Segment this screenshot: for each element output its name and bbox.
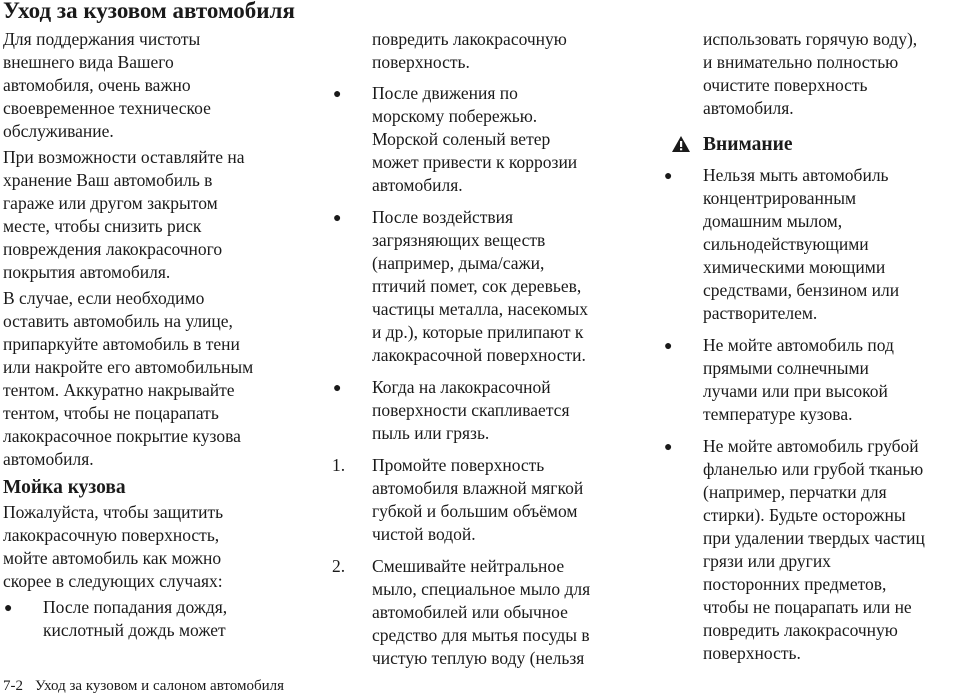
text-line: мойте автомобиль как можно: [3, 548, 222, 568]
step-number: 1.: [332, 455, 346, 475]
text-line: и внимательно полностью: [703, 52, 899, 72]
text-line: фланелью или грубой тканью: [703, 459, 924, 479]
warning-heading: [663, 132, 954, 158]
text-line: автомобиля.: [703, 98, 794, 118]
wash-heading: Мойка кузова: [3, 477, 126, 498]
text-line: При возможности оставляйте на: [3, 147, 245, 167]
step-item: [332, 555, 632, 670]
text-line: Пожалуйста, чтобы защитить: [3, 502, 224, 522]
text-line: тентом, чтобы не поцарапать: [3, 403, 219, 423]
text-line: гараже или другом закрытом: [3, 193, 218, 213]
list-item: [332, 376, 632, 445]
text-line: и др.), которые прилипают к: [372, 322, 584, 342]
bullet-icon: ●: [664, 339, 673, 354]
street-paragraph: [3, 287, 303, 471]
list-item: [332, 206, 632, 367]
text-line: может привести к коррозии: [372, 152, 578, 172]
text-line: После движения по: [372, 83, 518, 103]
text-line: автомобиля.: [372, 175, 463, 195]
step-number: 2.: [332, 556, 346, 576]
text-line: химическими моющими: [703, 257, 886, 277]
text-line: чистую теплую воду (нельзя: [372, 648, 585, 668]
garage-paragraph: [3, 146, 303, 284]
text-line: лакокрасочную поверхность,: [3, 525, 220, 545]
text-line: Когда на лакокрасочной: [372, 377, 551, 397]
text-line: Не мойте автомобиль грубой: [703, 436, 919, 456]
footer-section-title: Уход за кузовом и салоном автомобиля: [35, 678, 285, 694]
list-item: [332, 82, 632, 197]
text-line: своевременное техническое: [3, 98, 211, 118]
text-line: лакокрасочной поверхности.: [372, 345, 586, 365]
warning-triangle-icon: [671, 135, 691, 153]
text-line: поверхность.: [703, 643, 801, 663]
bullet-icon: ●: [664, 440, 673, 455]
text-line: автомобиля влажной мягкой: [372, 478, 584, 498]
text-line: использовать горячую воду),: [703, 29, 918, 49]
text-line: загрязняющих веществ: [372, 230, 546, 250]
list-item: [663, 334, 954, 426]
text-line: автомобилей или обычное: [372, 602, 568, 622]
text-line: стирки). Будьте осторожны: [703, 505, 906, 525]
text-line: (например, перчатки для: [703, 482, 887, 502]
text-line: тентом. Аккуратно накрывайте: [3, 380, 235, 400]
wash-intro-paragraph: [3, 501, 303, 593]
text-line: пыль или грязь.: [372, 423, 490, 443]
text-line: прямыми солнечными: [703, 358, 869, 378]
text-line: хранение Ваш автомобиль в: [3, 170, 213, 190]
text-line: месте, чтобы снизить риск: [3, 216, 202, 236]
text-line: После воздействия: [372, 207, 514, 227]
list-item: [663, 164, 954, 325]
text-line: Не мойте автомобиль под: [703, 335, 894, 355]
text-line: птичий помет, сок деревьев,: [372, 276, 582, 296]
text-line: домашним мылом,: [703, 211, 843, 231]
text-line: обслуживание.: [3, 121, 114, 141]
column-1: [3, 28, 303, 651]
text-line: Для поддержания чистоты: [3, 29, 201, 49]
text-line: припаркуйте автомобиль в тени: [3, 334, 240, 354]
text-line: внешнего вида Вашего: [3, 52, 174, 72]
bullet-icon: ●: [664, 169, 673, 184]
text-line: скорее в следующих случаях:: [3, 571, 223, 591]
text-line: После попадания дождя,: [43, 597, 228, 617]
text-line: лучами или при высокой: [703, 381, 888, 401]
text-line: поверхность.: [372, 52, 470, 72]
text-line: лакокрасочное покрытие кузова: [3, 426, 241, 446]
text-line: Морской соленый ветер: [372, 129, 551, 149]
bullet-icon: ●: [4, 601, 13, 616]
text-line: сильнодействующими: [703, 234, 869, 254]
text-line: температуре кузова.: [703, 404, 853, 424]
text-line: Нельзя мыть автомобиль: [703, 165, 889, 185]
text-line: при удалении твердых частиц: [703, 528, 925, 548]
page-title: Уход за кузовом автомобиля: [3, 0, 295, 23]
text-line: чистой водой.: [372, 524, 476, 544]
text-line: морскому побережью.: [372, 106, 538, 126]
column-2: [332, 28, 632, 679]
page-number: 7-2: [3, 678, 23, 694]
bullet-icon: ●: [333, 381, 342, 396]
text-line: покрытия автомобиля.: [3, 262, 171, 282]
text-line: мыло, специальное мыло для: [372, 579, 591, 599]
text-line: Смешивайте нейтральное: [372, 556, 565, 576]
text-line: повреждения лакокрасочного: [3, 239, 223, 259]
text-line: повредить лакокрасочную: [703, 620, 898, 640]
text-line: или накройте его автомобильным: [3, 357, 254, 377]
list-item: [663, 435, 954, 665]
text-line: губкой и большим объёмом: [372, 501, 578, 521]
text-line: средство для мытья посуды в: [372, 625, 590, 645]
bullet-icon: ●: [333, 87, 342, 102]
text-line: концентрированным: [703, 188, 857, 208]
intro-paragraph: [3, 28, 303, 143]
column-3: [663, 28, 954, 674]
step-continuation: [663, 28, 954, 120]
text-line: грязи или других: [703, 551, 831, 571]
text-line: Промойте поверхность: [372, 455, 545, 475]
list-item: [3, 596, 303, 642]
warning-title: Внимание: [703, 134, 793, 155]
text-line: чтобы не поцарапать или не: [703, 597, 912, 617]
text-line: частицы металла, насекомых: [372, 299, 588, 319]
text-line: очистите поверхность: [703, 75, 868, 95]
text-line: средствами, бензином или: [703, 280, 900, 300]
text-line: растворителем.: [703, 303, 818, 323]
text-line: повредить лакокрасочную: [372, 29, 567, 49]
text-line: кислотный дождь может: [43, 620, 226, 640]
text-line: (например, дыма/сажи,: [372, 253, 545, 273]
text-line: поверхности скапливается: [372, 400, 570, 420]
text-line: В случае, если необходимо: [3, 288, 205, 308]
bullet-icon: ●: [333, 211, 342, 226]
list-item-continuation: [332, 28, 632, 74]
step-item: [332, 454, 632, 546]
text-line: автомобиля, очень важно: [3, 75, 191, 95]
text-line: посторонних предметов,: [703, 574, 887, 594]
page-footer: [3, 676, 284, 696]
text-line: оставить автомобиль на улице,: [3, 311, 233, 331]
text-line: автомобиля.: [3, 449, 94, 469]
